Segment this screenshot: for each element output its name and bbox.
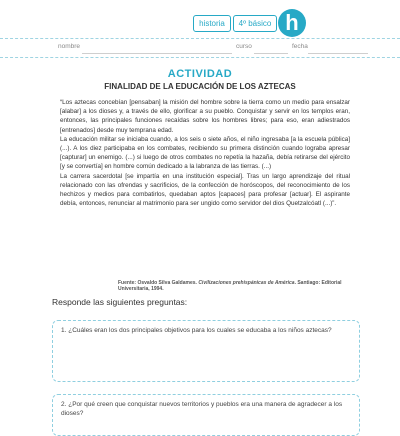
course-field[interactable] <box>254 53 288 54</box>
question-text: 1. ¿Cuáles eran los dos principales objetivos para los cuales se educaba a los niños aztecas? <box>61 327 332 334</box>
reading-text <box>60 98 350 208</box>
source-citation: Fuente: Osvaldo Silva Galdames. Civilizaciones prehispánicas de América. Santiago: Editorial Universitaria, 1994. <box>118 280 342 292</box>
book-title: Civilizaciones prehispánicas de América <box>198 280 295 286</box>
question-text: 2. ¿Por qué creen que conquistar nuevos territorios y pueblos era una manera de agradecer a los dioses? <box>61 401 343 417</box>
paragraph: La carrera sacerdotal [se impartía en una institución especial]. Tras un largo aprendizaje del ritual relacionado con las ofrendas y sacrificios, de la confección de horóscopos, del reconocimiento de los hechizos y medios para combatirlos, quedaban aptos [capaces] para profesar [actuar]. El aspirante debía, entonces, renunciar al matrimonio para ser ungido como servidor del dios Quetzalcóatl (...)”. <box>60 172 350 208</box>
grade-tag: 4º básico <box>233 15 277 32</box>
activity-subtitle: FINALIDAD DE LA EDUCACIÓN DE LOS AZTECAS <box>104 82 296 91</box>
subject-tag: historia <box>193 15 231 32</box>
questions-heading: Responde las siguientes preguntas: <box>52 297 188 307</box>
brand-logo: h <box>278 9 306 37</box>
paragraph: “Los aztecas concebían [pensaban] la misión del hombre sobre la tierra como un medio para ensalzar [alabar] a los dioses y, a través de ello, glorificar a su pueblo. Conquistar y servir en los templos eran, entonces, las principales funciones recaídas sobre los hombres libres; para eso, eran adiestrados [entrenados] desde muy temprana edad. <box>60 99 350 134</box>
date-field[interactable] <box>308 53 368 54</box>
name-field[interactable] <box>82 53 232 54</box>
question-box[interactable] <box>52 394 360 436</box>
question-box[interactable] <box>52 320 360 382</box>
date-label: fecha <box>292 43 308 50</box>
activity-title: ACTIVIDAD <box>167 68 233 80</box>
name-label: nombre <box>58 43 81 50</box>
student-info-bar <box>0 38 400 58</box>
course-label: curso <box>236 43 252 50</box>
paragraph: La educación militar se iniciaba cuando, a los seis o siete años, el niño ingresaba [a la escuela pública] (...). A los diez participaba en los combates, recibiendo su primera distinción cuando lograba apresar [capturar] un enemigo. (...) si luego de otros combates no repetía la hazaña, debía retirarse del ejército [y se convertía] en hombre común dedicado a la labranza de las tierras. (...) <box>60 135 350 171</box>
